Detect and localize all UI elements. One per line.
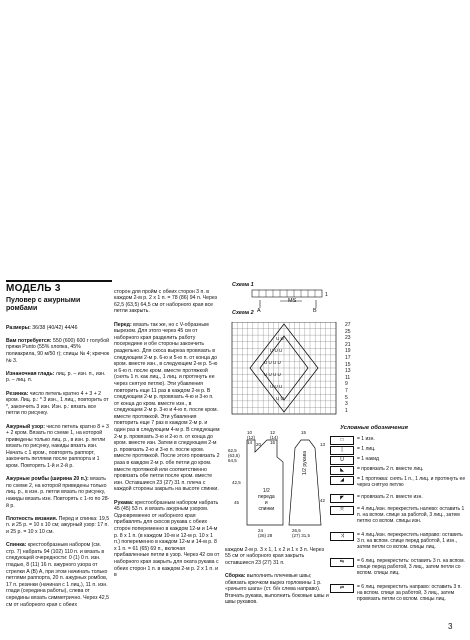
- legend-text: = 1 накид: [357, 456, 379, 462]
- dim-width-front: 24 (26) 28: [258, 528, 273, 538]
- sleeves-text: крестообразным набором набрать 45 (45) 53 п. и вязать ажурным узором. Одновременно от наборного края прибавлять для скосов рукава с обеих сторон попеременно в каждом 12-м и 14-м р. 8 х 1 п. (в каждом 10-м и 12-м р. 10 х 1 п.) попеременно в каждом 12-м и 14-м р. 8 х 1 п. = 61 (65) 69 п., включая прибавленные петли в узор. Через 42 см от наборного края закрыть для оката рукава с обеих сторон 1 п. в каждом 2-м р. 2 х 1 п. и в: [114, 499, 220, 579]
- dim-sleeve-width: 26,5 (27) 31,5: [292, 528, 311, 538]
- row-number: 11: [345, 374, 351, 381]
- middle-text-column: [114, 282, 220, 579]
- dim-top-back: 12 (14) 16: [270, 430, 279, 445]
- scheme1-arrow-a: A: [257, 308, 261, 314]
- legend-text: = 1 изн.: [357, 436, 375, 442]
- legend-text: = 6 лиц. перекрестить направо: оставить 3 п. на вспом. спице за работой, 3 лиц., затем провязать петли со вспом. спицы лиц.: [357, 584, 462, 602]
- legend-text: = 4 лиц./изн. перекрестить направо: оставить 3 п. на вспом. спице перед работой, 1 изн., затем петли со вспом. спицы лиц.: [357, 532, 463, 550]
- back-text: крестообразным набором (см. стр. 7) набрать 94 (102) 110 п. и вязать в следующей очередности: 0 (1) 0 п. изн. гладью, 8 (11) 16 п. ажурного узора от стрелки A (B) A, при этом начинать только петлями раппорта, 20 п. ажурных ромбов, 17 п. резинки (начиная с 1 лиц.), 11 п. изн. глади (середина работы), слева от середины вязать симметрично. Через 42,5 см от наборного края с обеих: [6, 542, 110, 608]
- legend-item: [330, 532, 466, 550]
- svg-text:U U U U: U U U U: [264, 360, 281, 365]
- reverse-stitch-label: Изнаночная гладь:: [6, 370, 55, 377]
- row-number: 13: [345, 368, 351, 375]
- legend-symbol: |: [330, 446, 354, 455]
- row-number: 21: [345, 341, 351, 348]
- dim-height3: 45: [234, 500, 240, 505]
- scheme2-chart: [230, 322, 342, 416]
- page-number: 3: [448, 622, 453, 631]
- row-number: 23: [345, 335, 351, 342]
- sizes-label: Размеры:: [6, 324, 31, 331]
- header-top-rule: [6, 280, 112, 282]
- model-title: МОДЕЛЬ 3: [6, 283, 61, 294]
- legend-text: = 6 лиц. перекрестить: оставить 3 п. на вспом. спице перед работой, 3 лиц., затем петли со вспом. спицы лиц.: [357, 558, 465, 576]
- dim-sleeve-top: 15: [301, 430, 307, 435]
- row-number: 27: [345, 322, 351, 328]
- legend-symbol: ⤧: [330, 506, 354, 515]
- sleeve-label: 1/2 рукава: [302, 450, 308, 475]
- scheme1-arrow-b: B: [313, 308, 317, 314]
- row-number: 15: [345, 361, 351, 368]
- row-number: 7: [345, 387, 348, 394]
- sizes-text: 36/38 (40/42) 44/46: [30, 324, 78, 331]
- legend-text: = 1 лиц.: [357, 446, 376, 452]
- dim-height2: 42,5: [232, 480, 241, 485]
- row-number: 5: [345, 394, 348, 401]
- left-text-column: [6, 318, 111, 608]
- reverse-stitch-text: лиц. р. – изн. п., изн. р. – лиц. п.: [6, 370, 106, 384]
- legend-text: = 1 протяжка: снять 1 п., 1 лиц. и протянуть ее через снятую петлю: [357, 476, 466, 488]
- legend-item: [330, 494, 466, 503]
- svg-text:U U: U U: [276, 396, 284, 401]
- right-text-column: [225, 540, 330, 606]
- rib-label: Резинка:: [6, 390, 29, 397]
- front-text: вязать так же, но с V-образным вырезом. Для этого через 45 см от наборного края разделить работу посередине и обе стороны закончить раздельно. Для скоса выреза провязать в следующем 2-м р. 6-ю и 5-ю п. от конца до кром. вместе изн., в следующем 2-м р. 5-ю и 6-ю п. после кром. вместе протяжкой (снять 1 п. как лиц., 1 лиц. и протянуть ее через снятую петлю). Эти убавления повторить еще 11 раз в каждом 2-м р. В следующем 2-м р. провязать 4-ю и 3-ю п. от конца до кром. вместе изн., в следующем 2-м р. 3-ю и 4-ю п. после кром. вместе протяжкой. Эти убавления повторить еще 7 раз в каждом 2-м р. и один раз в следующем 4-м р. В следующем 2-м р. провязать 3-ю и 2-ю п. от конца до кром. вместе изн. Затем в следующем 2-м р. провязать 2-ю и 3-ю п. после кром. вместе протяжкой. После этого провязать 2 раза в каждом 2-м р. обе петли до кром. вместе протяжкой или соответственно провязать обе петли после кром. вместе изн. Оставшиеся 23 (27) 31 п. плеча с каждой стороны закрыть на высоте спинки.: [114, 321, 220, 493]
- dim-sleeve-h1: 13: [320, 442, 326, 447]
- front-back-label: 1/2 переда и спинки: [258, 488, 275, 512]
- legend-item: [330, 558, 466, 576]
- svg-text:U U: U U: [276, 336, 284, 341]
- rhombus-label: Ажурные ромбы (ширина 20 п.):: [6, 476, 89, 483]
- back-label: Спинка:: [6, 542, 27, 549]
- legend-symbol: ⇆: [330, 558, 354, 567]
- front-label: Перед:: [114, 321, 132, 328]
- legend-item: [330, 456, 466, 465]
- legend-symbol: □: [330, 436, 354, 445]
- scheme2-label: Схема 2: [232, 310, 254, 316]
- row-number: 17: [345, 354, 351, 361]
- legend-symbol: ◤: [330, 494, 354, 503]
- legend-symbol: ◢: [330, 476, 354, 485]
- lace-text: число петель кратно 8 + 3 + 2 кром. Вязать по схеме 1, на которой приведены только лиц. р., в изн. р. петли вязать по рисунку, накиды вязать изн. Начать с 1 кром., повторять раппорт, закончить петлями после раппорта и 1 кром. Повторять 1-й и 2-й р.: [6, 423, 109, 470]
- materials-label: Вам потребуется:: [6, 337, 52, 344]
- scheme1-label: Схема 1: [232, 282, 254, 288]
- dim-neck: 20: [256, 442, 262, 447]
- model-subtitle: Пуловер с ажурными ромбами: [6, 297, 81, 312]
- sleeves-label: Рукава:: [114, 499, 134, 506]
- rhombus-text: вязать по схеме 2, на которой приведены только лиц. р., в изн. р. петли вязать по рисунку, накиды вязать изн. Повторять с 1-го по 28-й р.: [6, 476, 110, 509]
- row-number: 19: [345, 348, 351, 355]
- assembly-text: выполнить плечевые швы; обвязать крючком вырез горловины 1 р. «рачьего шага» (ст. б/н слева направо). Втачать рукава, выполнить боковые швы и швы рукавов.: [225, 572, 329, 606]
- legend-item: [330, 436, 466, 445]
- scheme1-row-1: 1: [325, 292, 328, 298]
- svg-text:U U U: U U U: [270, 348, 283, 353]
- sleeve-finish-text: каждом 2-м р. 3 х 1, 1 х 2 и 1 х 3 п. Через 55 см от наборного края закрыть оставшиеся 23 (27) 31 п.: [225, 546, 324, 566]
- legend-text: = провязать 2 п. вместе изн.: [357, 494, 423, 500]
- legend-item: [330, 506, 466, 524]
- legend-symbol: ◣: [330, 466, 354, 475]
- legend-symbol: ⤨: [330, 532, 354, 541]
- scheme1-ms-label: MS: [288, 298, 297, 304]
- legend-item: [330, 584, 466, 602]
- row-number: 1: [345, 407, 348, 414]
- legend-item: [330, 466, 466, 475]
- row-number: 9: [345, 381, 348, 388]
- dim-height1: 62,5 (63,5) 64,5: [228, 448, 240, 463]
- svg-text:U U U: U U U: [270, 384, 283, 389]
- assembly-label: Сборка:: [225, 572, 246, 579]
- armhole-text: сторон для пройм с обеих сторон 3 п. в каждом 2-м р. 2 х 1 п. = 78 (86) 94 п. Через 62,5 (63,5) 64,5 см от наборного края все петли закрыть.: [114, 288, 218, 315]
- legend-item: [330, 476, 466, 488]
- row-number: 25: [345, 328, 351, 335]
- legend-text: = 4 лиц./изн. перекрестить налево: оставить 1 п. на вспом. спице за работой, 3 лиц., затем петлю со вспом. спицы изн.: [357, 506, 465, 524]
- legend-item: [330, 446, 466, 455]
- gauge-label: Плотность вязания.: [6, 515, 58, 522]
- scheme2-row-numbers: [345, 322, 359, 414]
- dim-sleeve-h2: 42: [320, 498, 326, 503]
- row-number: 3: [345, 401, 348, 408]
- legend-symbol: U: [330, 456, 354, 465]
- lace-label: Ажурный узор:: [6, 423, 45, 430]
- svg-text:U U U U: U U U U: [264, 372, 281, 377]
- legend-text: = провязать 2 п. вместе лиц.: [357, 466, 424, 472]
- legend-symbol: ⇄: [330, 584, 354, 593]
- dim-top-front: 10 (12) 14: [247, 430, 256, 445]
- rib-text: число петель кратно 4 + 3 + 2 кром. Лиц. р.: * 3 изн., 1 лиц., повторить от *, закончить 3 изн. Изн. р.: вязать все петли по рисунку.: [6, 390, 109, 417]
- legend-title: Условные обозначения: [340, 425, 408, 431]
- gauge-text: Перед и спинка: 19,5 п. и 25 р. = 10 х 10 см; ажурный узор: 17 п. и 25 р. = 10 х 10 см.: [6, 515, 110, 535]
- materials-text: 550 (600) 600 г голубой пряжи Punto (55% хлопка, 45% полиакрила, 90 м/50 г); спицы № 4; крючок № 3.: [6, 337, 110, 364]
